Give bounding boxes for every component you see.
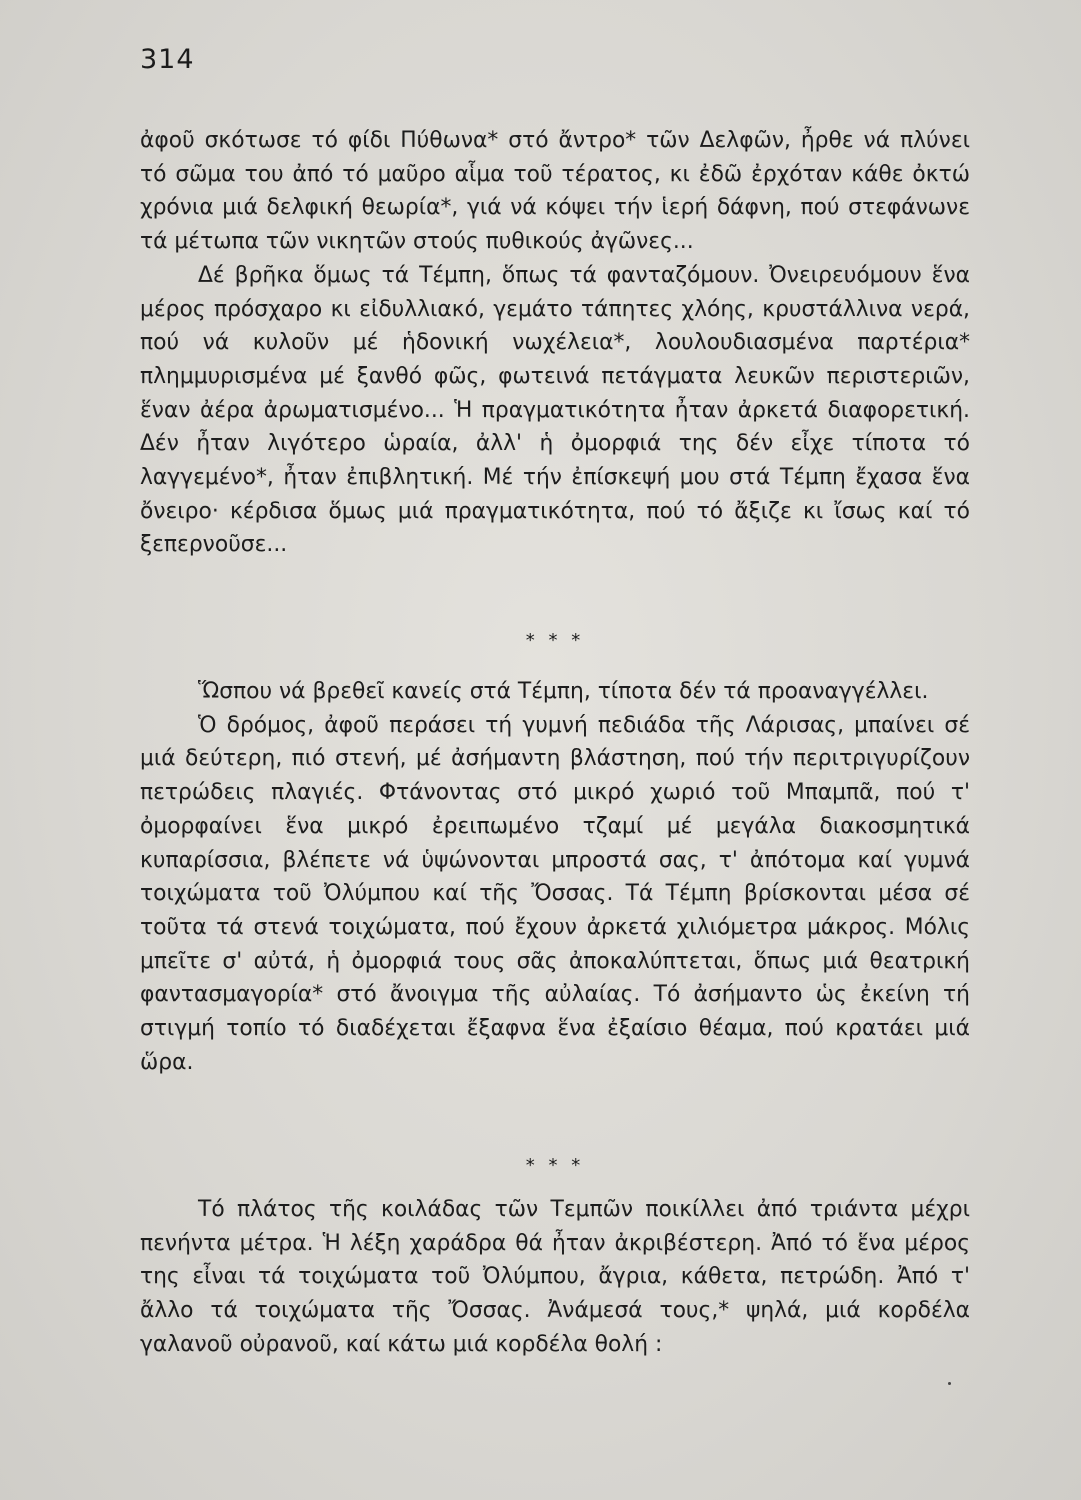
section-separator: * * * xyxy=(525,1155,585,1176)
paragraph-tempi-expectations: Δέ βρῆκα ὅμως τά Τέμπη, ὅπως τά φανταζόμουν. Ὀνειρευόμουν ἕνα μέρος πρόσχαρο κι εἰδυλλιακό, γεμάτο τάπητες χλόης, κρυστάλλινα νερά, πού νά κυλοῦν μέ ἡδονική νωχέλεια*, λουλουδιασμένα παρτέρια* πλημμυρισμένα μέ ξανθό φῶς, φωτεινά πετάγματα λευκῶν περιστεριῶν, ἕναν ἀέρα ἀρωματισμένο... Ἡ πραγματικότητα ἦταν ἀρκετά διαφορετική. Δέν ἦταν λιγότερο ὡραία, ἀλλ' ἡ ὀμορφιά της δέν εἶχε τίποτα τό λαγγεμένο*, ἦταν ἐπιβλητική. Μέ τήν ἐπίσκεψή μου στά Τέμπη ἔχασα ἕνα ὄνειρο· κέρδισα ὅμως μιά πραγματικότητα, πού τό ἄξιζε κι ἴσως καί τό ξεπερνοῦσε... xyxy=(140,262,970,558)
paragraph-pythia-continued: ἀφοῦ σκότωσε τό φίδι Πύθωνα* στό ἄντρο* τῶν Δελφῶν, ἦρθε νά πλύνει τό σῶμα του ἀπό τό μαῦρο αἷμα τοῦ τέρατος, κι ἐδῶ ἐρχόταν κάθε ὀκτώ χρόνια μιά δελφική θεωρία*, γιά νά κόψει τήν ἱερή δάφνη, πού στεφάνωνε τά μέτωπα τῶν νικητῶν στούς πυθικούς ἀγῶνες... xyxy=(140,128,970,255)
section-3 xyxy=(140,1193,970,1362)
paragraph-valley-width: Τό πλάτος τῆς κοιλάδας τῶν Τεμπῶν ποικίλλει ἀπό τριάντα μέχρι πενήντα μέτρα. Ἡ λέξη χαράδρα θά ἦταν ἀκριβέστερη. Ἀπό τό ἕνα μέρος της εἶναι τά τοιχώματα τοῦ Ὀλύμπου, ἄγρια, κάθετα, πετρώδη. Ἀπό τ' ἄλλο τά τοιχώματα τῆς Ὄσσας. Ἀνάμεσά τους,* ψηλά, μιά κορδέλα γαλανοῦ οὐρανοῦ, καί κάτω μιά κορδέλα θολή : xyxy=(140,1197,970,1357)
section-separator: * * * xyxy=(525,630,585,651)
paragraph-no-announcement: Ὥσπου νά βρεθεῖ κανείς στά Τέμπη, τίποτα δέν τά προαναγγέλλει. xyxy=(198,679,929,704)
section-1 xyxy=(140,124,970,562)
page-number: 314 xyxy=(140,44,195,75)
section-2 xyxy=(140,675,970,1079)
print-speck xyxy=(948,1382,951,1385)
paragraph-road-description: Ὁ δρόμος, ἀφοῦ περάσει τή γυμνή πεδιάδα τῆς Λάρισας, μπαίνει σέ μιά δεύτερη, πιό στενή, μέ ἀσήμαντη βλάστηση, πού τήν περιτριγυρίζουν πετρώδεις πλαγιές. Φτάνοντας στό μικρό χωριό τοῦ Μπαμπᾶ, πού τ' ὀμορφαίνει ἕνα μικρό ἐρειπωμένο τζαμί μέ μεγάλα διακοσμητικά κυπαρίσσια, βλέπετε νά ὑψώνονται μπροστά σας, τ' ἀπότομα καί γυμνά τοιχώματα τοῦ Ὀλύμπου καί τῆς Ὄσσας. Τά Τέμπη βρίσκονται μέσα σέ τοῦτα τά στενά τοιχώματα, πού ἔχουν ἀρκετά χιλιόμετρα μάκρος. Μόλις μπεῖτε σ' αὐτά, ἡ ὀμορφιά τους σᾶς ἀποκαλύπτεται, ὅπως μιά θεατρική φαντασμαγορία* στό ἄνοιγμα τῆς αὐλαίας. Τό ἀσήμαντο ὡς ἐκείνη τή στιγμή τοπίο τό διαδέχεται ἔξαφνα ἕνα ἐξαίσιο θέαμα, πού κρατάει μιά ὥρα. xyxy=(140,712,970,1075)
